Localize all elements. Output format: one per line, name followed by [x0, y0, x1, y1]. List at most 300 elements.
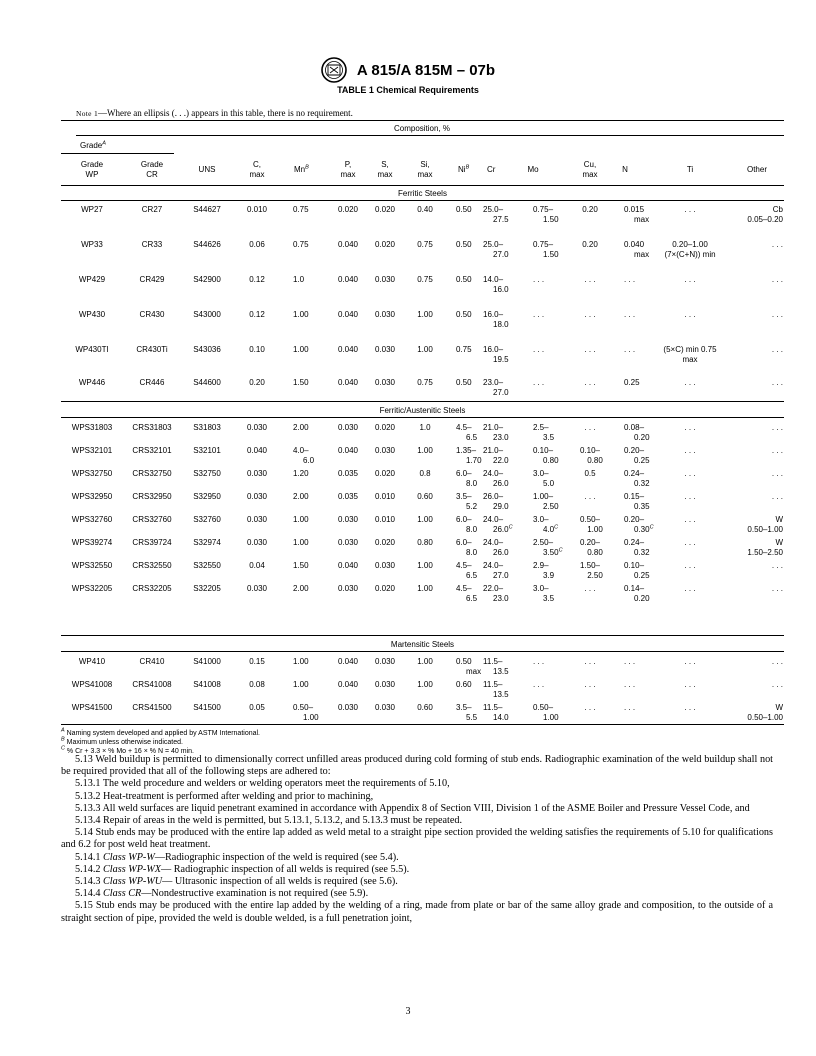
table-cell: 0.75 — [293, 205, 309, 214]
table-cell: 1.20 — [293, 469, 309, 478]
table-cell: 0.10– 0.80 — [533, 446, 559, 465]
table-cell: 0.12 — [249, 275, 265, 284]
table-cell: 3.0– 3.5 — [533, 584, 555, 603]
table-cell: S32750 — [193, 469, 221, 478]
footnote-mark: C — [61, 745, 65, 752]
table-cell: 11.5– 14.0 — [483, 703, 509, 722]
table-cell: . . . — [684, 275, 696, 284]
table-cell: WPS32205 — [71, 584, 113, 593]
table-cell: 0.040 — [337, 680, 359, 689]
table-cell: 0.12 — [249, 310, 265, 319]
table-cell: . . . — [584, 378, 596, 387]
column-header: N — [622, 165, 628, 174]
table-cell: . . . — [771, 492, 783, 501]
table-cell: WP27 — [81, 205, 103, 214]
body-text — [61, 754, 773, 925]
table-cell: 0.030 — [374, 703, 396, 712]
table-cell: 0.04 — [249, 561, 265, 570]
table-cell: 0.030 — [246, 423, 268, 432]
table-cell: WPS32101 — [71, 446, 113, 455]
table-cell: 1.00 — [293, 538, 309, 547]
table-cell: CR33 — [141, 240, 163, 249]
table-cell: 0.040 — [337, 446, 359, 455]
column-header: C, max — [249, 160, 265, 179]
column-header: Cr — [487, 165, 496, 174]
table-cell: 1.0 — [293, 275, 305, 284]
table-cell: 25.0– 27.0 — [483, 240, 509, 259]
table-cell: 0.040 — [337, 657, 359, 666]
table-cell: S44626 — [193, 240, 221, 249]
table-cell: WP429 — [78, 275, 106, 284]
table-cell: 1.00 — [293, 310, 309, 319]
table-cell: . . . — [684, 703, 696, 712]
table-cell: 1.50– 2.50 — [579, 561, 603, 580]
table-cell: 0.24– 0.32 — [624, 538, 650, 557]
table-cell: CR410 — [139, 657, 165, 666]
table-cell: W 1.50–2.50 — [747, 538, 783, 557]
table-cell: 24.0– $26.0^C$ — [483, 515, 513, 534]
table-cell: . . . — [684, 680, 696, 689]
table-cell: 0.50 max — [456, 657, 482, 676]
body-paragraph: 5.14.3 Class WP-WU— Ultrasonic inspection of all welds is required (see 5.6). — [75, 876, 398, 888]
table-cell: 1.00 — [417, 680, 433, 689]
table-cell: 0.20 — [249, 378, 265, 387]
table-cell: 0.05 — [249, 703, 265, 712]
body-paragraph: 5.13.1 The weld procedure and welders or welding operators meet the requirements of 5.10, — [75, 778, 450, 790]
table-cell: 0.75 — [417, 378, 433, 387]
table-cell: 3.0– 5.0 — [533, 469, 555, 488]
footnote-ref-b: B — [305, 164, 309, 171]
table-cell: CRS41500 — [132, 703, 172, 712]
table-cell: 0.030 — [337, 423, 359, 432]
table-cell: 2.00 — [293, 492, 309, 501]
table-cell: 1.50 — [293, 561, 309, 570]
table-cell: 0.020 — [374, 469, 396, 478]
table-cell: . . . — [771, 446, 783, 455]
class-name: Class WP-WX — [103, 863, 162, 875]
table-cell: 0.030 — [374, 561, 396, 570]
table-cell: . . . — [684, 378, 696, 387]
footnote-ref-c: C — [558, 547, 563, 554]
table-note: Note 1—Where an ellipsis (. . .) appears in this table, there is no requirement. — [76, 108, 353, 118]
body-paragraph: 5.13.3 All weld surfaces are liquid penetrant examined in accordance with Appendix 8 of Section VIII, Division 1 of the ASME Boiler and Pressure Vessel Code, and — [75, 802, 750, 814]
table-cell: CRS32550 — [132, 561, 172, 570]
table-title: TABLE 1 Chemical Requirements — [337, 85, 479, 95]
footnote-ref-c: C — [649, 524, 654, 531]
table-cell: 1.00 — [417, 446, 433, 455]
table-cell: S32950 — [193, 492, 221, 501]
table-cell: 1.50 — [293, 378, 309, 387]
table-cell: 1.00 — [293, 657, 309, 666]
table-cell: 3.5– 5.2 — [456, 492, 478, 511]
table-cell: 21.0– 23.0 — [483, 423, 509, 442]
section-rule — [61, 200, 784, 201]
table-cell: 0.60 — [456, 680, 472, 689]
table-cell: . . . — [771, 378, 783, 387]
column-header: UNS — [198, 165, 216, 174]
table-cell: WPS41008 — [71, 680, 113, 689]
table-cell: S32101 — [193, 446, 221, 455]
table-cell: 0.030 — [374, 345, 396, 354]
table-cell: S31803 — [193, 423, 221, 432]
table-cell: . . . — [624, 703, 636, 712]
table-cell: CRS32205 — [132, 584, 172, 593]
table-cell: S41500 — [193, 703, 221, 712]
table-cell: . . . — [771, 657, 783, 666]
document-header — [0, 57, 816, 83]
table-cell: 26.0– 29.0 — [483, 492, 509, 511]
table-cell: 0.035 — [337, 469, 359, 478]
table-cell: . . . — [771, 680, 783, 689]
table-cell: WP33 — [81, 240, 103, 249]
table-cell: 0.20– $0.30^C$ — [624, 515, 654, 534]
table-cell: 0.030 — [337, 515, 359, 524]
table-cell: 1.00 — [417, 310, 433, 319]
table-cell: CR27 — [141, 205, 163, 214]
table-cell: 0.010 — [246, 205, 268, 214]
body-paragraph: 5.14.4 Class CR—Nondestructive examination is not required (see 5.9). — [75, 888, 369, 900]
section-rule — [61, 417, 784, 418]
table-cell: 1.00 — [293, 345, 309, 354]
table-cell: 11.5– 13.5 — [483, 657, 509, 676]
table-cell: . . . — [771, 240, 783, 249]
table-footnote: $^C$ % Cr + 3.3 × % Mo + 16 × % N = 40 min. — [61, 745, 194, 755]
table-cell: . . . — [624, 345, 636, 354]
table-cell: W 0.50–1.00 — [747, 703, 783, 722]
table-footnote: $^A$ Naming system developed and applied by ASTM International. — [61, 727, 261, 737]
table-cell: . . . — [584, 657, 596, 666]
footnote-mark: B — [61, 736, 65, 743]
table-cell: 0.60 — [417, 703, 433, 712]
table-cell: 0.030 — [374, 275, 396, 284]
table-cell: 0.030 — [246, 538, 268, 547]
section-rule — [61, 401, 784, 402]
astm-logo-icon — [321, 57, 347, 83]
table-cell: 24.0– 26.0 — [483, 538, 509, 557]
column-header: Grade WP — [80, 160, 104, 179]
table-cell: . . . — [684, 538, 696, 547]
column-header: Other — [746, 165, 767, 174]
footnote-mark: A — [61, 727, 65, 734]
note-label: Note 1 — [76, 109, 99, 118]
table-cell: S44627 — [193, 205, 221, 214]
table-cell: 25.0– 27.5 — [483, 205, 509, 224]
table-cell: WPS32760 — [71, 515, 113, 524]
table-cell: 0.030 — [246, 584, 268, 593]
footnote-ref-b: B — [465, 164, 470, 171]
body-paragraph: 5.13.2 Heat-treatment is performed after welding and prior to machining, — [75, 790, 374, 802]
class-name: Class WP-W — [103, 851, 155, 863]
table-cell: 0.75– 1.50 — [533, 240, 559, 259]
table-cell: WP430 — [78, 310, 106, 319]
table-cell: CRS31803 — [132, 423, 172, 432]
table-cell: 0.020 — [374, 205, 396, 214]
table-cell: CRS32760 — [132, 515, 172, 524]
table-cell: 2.00 — [293, 423, 309, 432]
header-bottom-rule — [61, 185, 784, 186]
table-cell: . . . — [624, 657, 636, 666]
table-cell: 0.08 — [249, 680, 265, 689]
table-top-rule — [61, 120, 784, 121]
table-cell: . . . — [624, 680, 636, 689]
table-cell: 4.0– 6.0 — [293, 446, 315, 465]
table-cell: CRS41008 — [132, 680, 172, 689]
table-cell: 0.030 — [374, 680, 396, 689]
table-cell: 0.040 — [337, 240, 359, 249]
table-cell: WPS39274 — [71, 538, 113, 547]
section-title: Ferritic/Austenitic Steels — [379, 406, 466, 415]
table-cell: 0.50– 1.00 — [533, 703, 559, 722]
table-cell: 0.10– 0.25 — [624, 561, 650, 580]
table-cell: 0.040 — [337, 345, 359, 354]
table-cell: 2.9– 3.9 — [533, 561, 555, 580]
table-cell: 0.040 — [246, 446, 268, 455]
table-cell: WPS32750 — [71, 469, 113, 478]
table-cell: 6.0– 8.0 — [456, 515, 478, 534]
table-cell: S42900 — [193, 275, 221, 284]
table-cell: S32760 — [193, 515, 221, 524]
table-cell: 0.50– 1.00 — [293, 703, 319, 722]
table-cell: 0.020 — [374, 538, 396, 547]
table-cell: CRS32750 — [132, 469, 172, 478]
table-cell: CRS39724 — [132, 538, 172, 547]
table-cell: . . . — [533, 657, 545, 666]
table-cell: 0.20– 0.25 — [624, 446, 650, 465]
table-cell: 0.15 — [249, 657, 265, 666]
table-cell: 0.06 — [249, 240, 265, 249]
table-cell: 1.35– 1.70 — [456, 446, 482, 465]
table-cell: WPS32550 — [71, 561, 113, 570]
table-cell: . . . — [684, 205, 696, 214]
table-cell: 0.20 — [582, 240, 598, 249]
body-paragraph: 5.13.4 Repair of areas in the weld is permitted, but 5.13.1, 5.13.2, and 5.13.3 must be repeated. — [75, 815, 463, 827]
body-paragraph: 5.15 Stub ends may be produced with the entire lap added by the welding of a ring, made from plate or bar of the same alloy grade and composition, to the outside of a straight section of pipe, provided the weld is double welded, is a full penetration joint, — [61, 900, 773, 924]
table-cell: CR429 — [139, 275, 165, 284]
table-cell: 2.00 — [293, 584, 309, 593]
table-cell: 0.030 — [246, 469, 268, 478]
table-cell: 0.10 — [249, 345, 265, 354]
table-cell: WP430TI — [75, 345, 109, 354]
footnote-ref-c: C — [508, 524, 513, 531]
table-cell: 1.00 — [417, 515, 433, 524]
table-cell: . . . — [771, 584, 783, 593]
table-cell: . . . — [624, 275, 636, 284]
table-cell: 0.010 — [374, 515, 396, 524]
table-cell: 0.75– 1.50 — [533, 205, 559, 224]
table-cell: 4.5– 6.5 — [456, 561, 478, 580]
table-cell: 4.5– 6.5 — [456, 423, 478, 442]
table-cell: . . . — [771, 275, 783, 284]
table-cell: 0.08– 0.20 — [624, 423, 650, 442]
table-cell: 1.00 — [293, 680, 309, 689]
table-cell: WP446 — [78, 378, 106, 387]
table-cell: S43036 — [193, 345, 221, 354]
table-cell: . . . — [533, 310, 545, 319]
table-cell: 0.5 — [584, 469, 596, 478]
section-title: Ferritic Steels — [398, 189, 447, 198]
table-cell: . . . — [533, 378, 545, 387]
table-cell: 0.20–1.00 (7×(C+N)) min — [664, 240, 716, 259]
footnote-ref-a: A — [102, 140, 106, 147]
table-cell: 1.0 — [419, 423, 431, 432]
table-cell: . . . — [584, 584, 596, 593]
table-cell: 0.040 — [337, 378, 359, 387]
table-cell: 0.020 — [374, 584, 396, 593]
table-cell: W 0.50–1.00 — [747, 515, 783, 534]
table-cell: . . . — [771, 345, 783, 354]
table-cell: 0.010 — [374, 492, 396, 501]
table-cell: S41008 — [193, 680, 221, 689]
column-header: S, max — [377, 160, 393, 179]
table-cell: . . . — [584, 275, 596, 284]
table-cell: CR430Ti — [136, 345, 168, 354]
table-cell: 2.5– 3.5 — [533, 423, 555, 442]
section-rule — [61, 651, 784, 652]
table-cell: 0.020 — [374, 423, 396, 432]
table-cell: WPS32950 — [71, 492, 113, 501]
footnote-ref-c: C — [554, 524, 559, 531]
table-cell: S41000 — [193, 657, 221, 666]
table-cell: 24.0– 26.0 — [483, 469, 509, 488]
table-cell: 0.75 — [293, 240, 309, 249]
table-cell: 2.50– $3.50^C$ — [533, 538, 563, 557]
column-header: Cu, max — [582, 160, 598, 179]
table-cell: . . . — [533, 345, 545, 354]
table-cell: 0.80 — [417, 538, 433, 547]
table-cell: 0.030 — [374, 310, 396, 319]
table-cell: . . . — [584, 703, 596, 712]
table-cell: 0.035 — [337, 492, 359, 501]
table-cell: 0.040 max — [624, 240, 650, 259]
table-cell: 0.50 — [456, 275, 472, 284]
table-cell: . . . — [584, 345, 596, 354]
table-cell: 0.040 — [337, 310, 359, 319]
table-cell: . . . — [684, 657, 696, 666]
table-cell: 6.0– 8.0 — [456, 538, 478, 557]
body-paragraph: 5.14.1 Class WP-W—Radiographic inspection of the weld is required (see 5.4). — [75, 851, 399, 863]
column-header: $Mn^B$ — [294, 164, 309, 174]
table-cell: . . . — [684, 561, 696, 570]
table-cell: 1.00 — [417, 345, 433, 354]
grade-rule — [61, 153, 174, 154]
table-cell: 1.00 — [417, 561, 433, 570]
table-cell: CRS32101 — [132, 446, 172, 455]
table-cell: . . . — [584, 492, 596, 501]
table-cell: 1.00 — [417, 584, 433, 593]
table-cell: . . . — [684, 310, 696, 319]
class-name: Class CR — [103, 888, 142, 900]
table-cell: 0.8 — [419, 469, 431, 478]
table-cell: S32974 — [193, 538, 221, 547]
table-cell: WP410 — [78, 657, 106, 666]
table-cell: . . . — [584, 680, 596, 689]
table-cell: 0.20– 0.80 — [579, 538, 603, 557]
table-cell: . . . — [624, 310, 636, 319]
standard-designation: A 815/A 815M – 07b — [356, 61, 496, 79]
table-cell: 0.040 — [337, 561, 359, 570]
table-cell: 11.5– 13.5 — [483, 680, 509, 699]
table-cell: 21.0– 22.0 — [483, 446, 509, 465]
table-cell: 0.030 — [374, 446, 396, 455]
table-cell: . . . — [771, 310, 783, 319]
table-cell: WPS31803 — [71, 423, 113, 432]
table-cell: . . . — [684, 584, 696, 593]
grade-header: Grade$^A$ — [80, 140, 106, 150]
section-rule — [61, 635, 784, 636]
table-cell: 0.020 — [374, 240, 396, 249]
table-cell: WPS41500 — [71, 703, 113, 712]
table-footnote: $^B$ Maximum unless otherwise indicated. — [61, 736, 183, 746]
table-cell: 1.00 — [293, 515, 309, 524]
table-cell: 6.0– 8.0 — [456, 469, 478, 488]
table-cell: 0.020 — [337, 205, 359, 214]
table-cell: 0.030 — [374, 378, 396, 387]
column-header: $Ni^B$ — [458, 164, 470, 174]
table-cell: 0.030 — [374, 657, 396, 666]
table-cell: 0.030 — [246, 515, 268, 524]
table-cell: . . . — [533, 680, 545, 689]
table-cell: 1.00 — [417, 657, 433, 666]
table-cell: Cb 0.05–0.20 — [747, 205, 783, 224]
table-cell: S32205 — [193, 584, 221, 593]
table-cell: 16.0– 18.0 — [483, 310, 509, 329]
column-header: Si, max — [417, 160, 433, 179]
table-cell: 0.015 max — [624, 205, 650, 224]
table-cell: 0.75 — [417, 275, 433, 284]
table-cell: . . . — [771, 561, 783, 570]
table-cell: S43000 — [193, 310, 221, 319]
table-cell: 4.5– 6.5 — [456, 584, 478, 603]
section-title: Martensitic Steels — [390, 640, 455, 649]
table-cell: . . . — [584, 310, 596, 319]
table-cell: . . . — [771, 423, 783, 432]
table-cell: . . . — [684, 492, 696, 501]
table-cell: . . . — [684, 515, 696, 524]
composition-rule — [76, 135, 784, 136]
table-cell: 0.14– 0.20 — [624, 584, 650, 603]
table-cell: S32550 — [193, 561, 221, 570]
table-cell: 22.0– 23.0 — [483, 584, 509, 603]
table-cell: 14.0– 16.0 — [483, 275, 509, 294]
table-cell: CRS32950 — [132, 492, 172, 501]
table-cell: 0.25 — [624, 378, 640, 387]
page-number: 3 — [405, 1006, 411, 1017]
table-cell: 1.00– 2.50 — [533, 492, 559, 511]
table-cell: 0.15– 0.35 — [624, 492, 650, 511]
body-paragraph: 5.13 Weld buildup is permitted to dimensionally correct unfilled areas produced during cold forming of stub ends. Radiographic examination of the weld buildup shall not be required provided that all of the following steps are adhered to: — [61, 754, 773, 778]
table-cell: 0.75 — [417, 240, 433, 249]
table-cell: CR430 — [139, 310, 165, 319]
table-cell: . . . — [684, 469, 696, 478]
table-cell: . . . — [533, 275, 545, 284]
body-paragraph: 5.14.2 Class WP-WX— Radiographic inspection of all welds is required (see 5.5). — [75, 863, 410, 875]
table-cell: 0.030 — [337, 584, 359, 593]
table-cell: . . . — [684, 446, 696, 455]
table-cell: . . . — [771, 469, 783, 478]
column-header: Mo — [527, 165, 539, 174]
column-header: Ti — [686, 165, 694, 174]
table-cell: 3.5– 5.5 — [456, 703, 478, 722]
table-cell: 0.50 — [456, 205, 472, 214]
table-cell: 0.030 — [337, 538, 359, 547]
table-cell: 0.50 — [456, 310, 472, 319]
table-cell: 0.24– 0.32 — [624, 469, 650, 488]
table-cell: 0.60 — [417, 492, 433, 501]
table-cell: . . . — [584, 423, 596, 432]
table-cell: 0.75 — [456, 345, 472, 354]
composition-header: Composition, % — [393, 124, 451, 133]
table-cell: 0.40 — [417, 205, 433, 214]
